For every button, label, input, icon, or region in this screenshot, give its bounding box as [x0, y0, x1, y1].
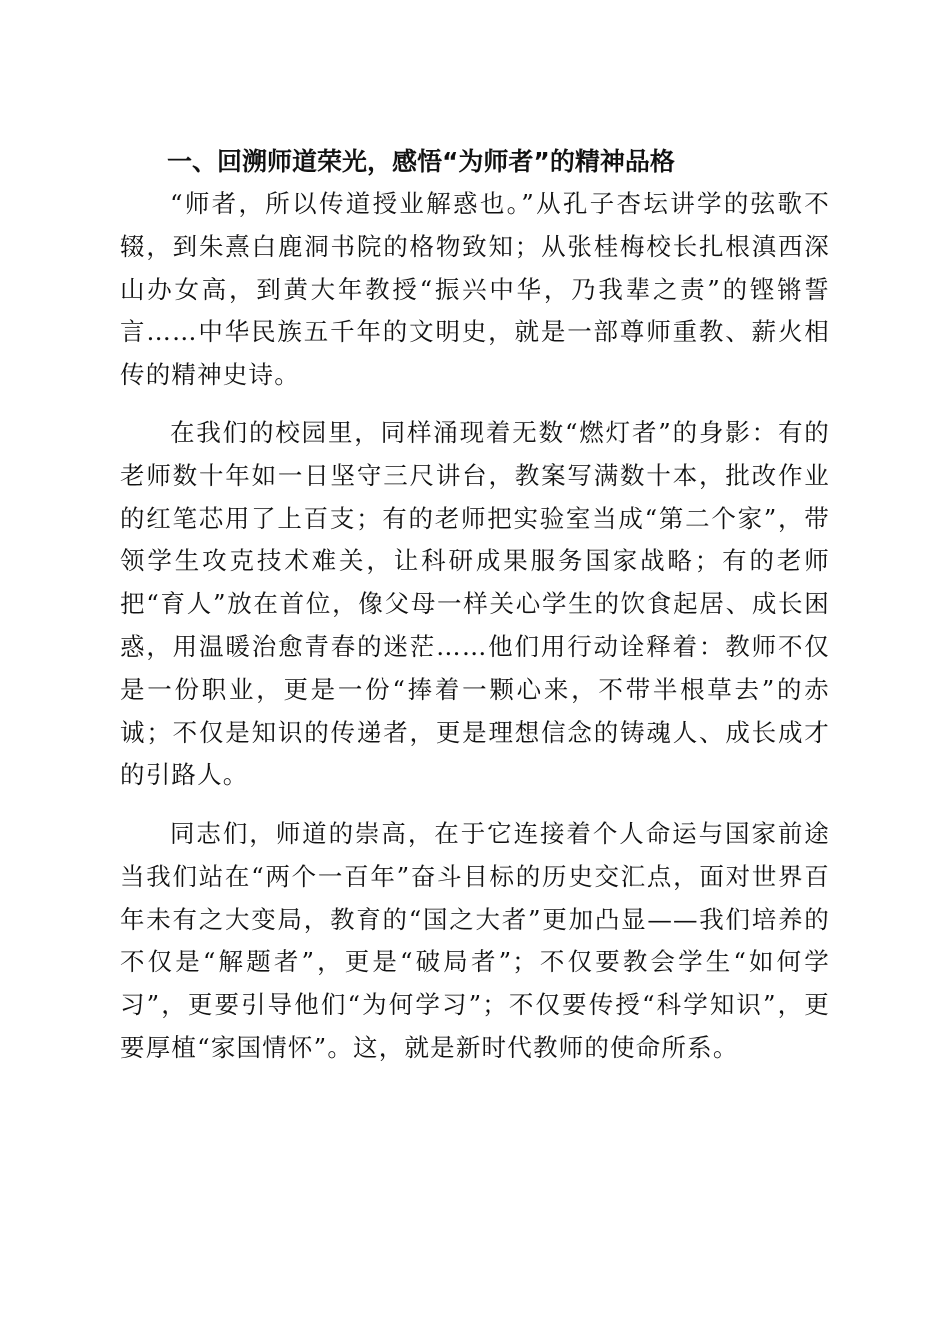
paragraph: 同志们，师道的崇高，在于它连接着个人命运与国家前途当我们站在“两个一百年”奋斗目标的历史交汇点，面对世界百年未有之大变局，教育的“国之大者”更加凸显——我们培养的不仅是“解题者”，更是“破局者”；不仅要教会学生“如何学习”，更要引导他们“为何学习”；不仅要传授“科学知识”，更要厚植“家国情怀”。这，就是新时代教师的使命所系。: [120, 819, 830, 1062]
paragraph: 在我们的校园里，同样涌现着无数“燃灯者”的身影：有的老师数十年如一日坚守三尺讲台，教案写满数十本，批改作业的红笔芯用了上百支；有的老师把实验室当成“第二个家”，带领学生攻克技术难关，让科研成果服务国家战略；有的老师把“育人”放在首位，像父母一样关心学生的饮食起居、成长困惑，用温暖治愈青春的迷茫……他们用行动诠释着：教师不仅是一份职业，更是一份“捧着一颗心来，不带半根草去”的赤诚；不仅是知识的传递者，更是理想信念的铸魂人、成长成才的引路人。: [120, 418, 830, 790]
section-heading: 一、回溯师道荣光，感悟“为师者”的精神品格: [167, 147, 675, 176]
paragraph: “师者，所以传道授业解惑也。”从孔子杏坛讲学的弦歌不辍，到朱熹白鹿洞书院的格物致知；从张桂梅校长扎根滇西深山办女高，到黄大年教授“振兴中华，乃我辈之责”的铿锵誓言……中华民族五千年的文明史，就是一部尊师重教、薪火相传的精神史诗。: [120, 189, 830, 390]
